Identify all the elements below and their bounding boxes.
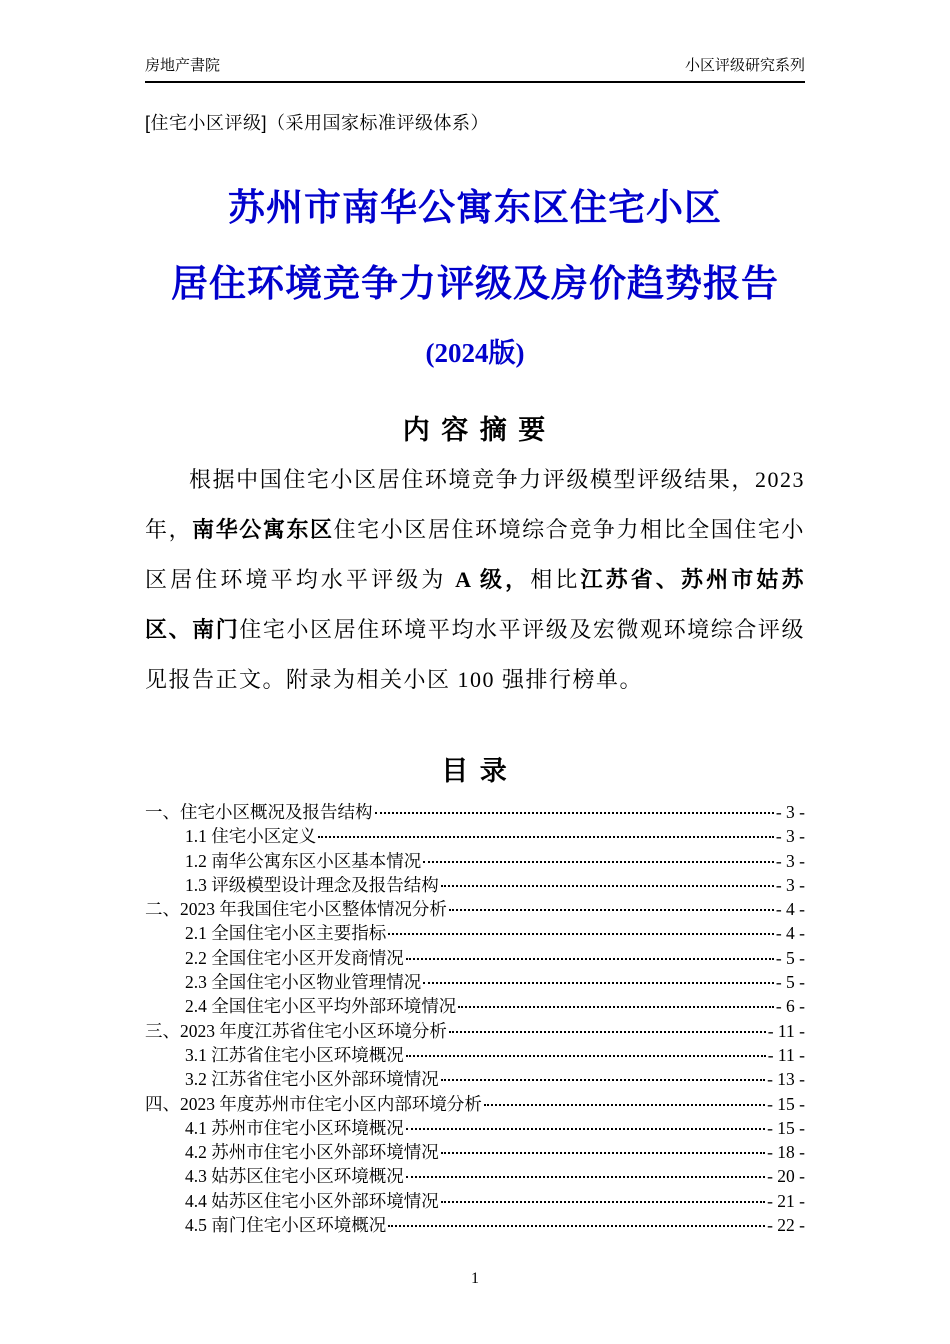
report-title-line1: 苏州市南华公寓东区住宅小区 bbox=[228, 188, 722, 229]
summary-run: 住宅小区居住环境平均水平评级及宏微观环境综合评级见报告正文。附录为相关小区 100 强排行榜单。 bbox=[145, 617, 805, 692]
toc-entry-page: - 6 - bbox=[775, 996, 805, 1017]
toc-entry-page: - 18 - bbox=[767, 1142, 805, 1163]
toc-dot-leader bbox=[441, 885, 774, 887]
toc-entry-label: 三、2023 年度江苏省住宅小区环境分析 bbox=[145, 1020, 447, 1041]
report-version: (2024版) bbox=[425, 338, 525, 368]
toc-entry[interactable] bbox=[145, 1189, 805, 1213]
toc-entry-page: - 15 - bbox=[767, 1093, 805, 1114]
summary-run: 住宅小区居住环境综合竞争力相比全国住宅小区居住环境平均水平评级为 bbox=[145, 517, 805, 592]
rating-system-label: [住宅小区评级]（采用国家标准评级体系） bbox=[145, 113, 490, 133]
summary-run: 根据中国住宅小区居住环境竞争力评级模型评级结果，2023 年， bbox=[145, 467, 805, 542]
toc-dot-leader bbox=[441, 1152, 765, 1154]
toc-entry-page: - 5 - bbox=[775, 947, 805, 968]
toc-entry-label: 1.3 评级模型设计理念及报告结构 bbox=[185, 874, 439, 895]
toc-entry[interactable] bbox=[145, 1140, 805, 1164]
page-number: 1 bbox=[471, 1270, 479, 1287]
toc-entry-label: 一、住宅小区概况及报告结构 bbox=[145, 802, 373, 822]
toc-entry[interactable] bbox=[145, 946, 805, 970]
toc-entry-page: - 21 - bbox=[767, 1190, 805, 1211]
toc-entry[interactable] bbox=[145, 897, 805, 921]
header-brand: 房地产書院 bbox=[145, 57, 221, 74]
toc-entry-page: - 11 - bbox=[767, 1044, 805, 1065]
toc-entry-label: 四、2023 年度苏州市住宅小区内部环境分析 bbox=[145, 1093, 482, 1114]
toc-entry-page: - 5 - bbox=[775, 972, 805, 993]
toc-dot-leader bbox=[388, 1225, 765, 1227]
toc-dot-leader bbox=[423, 982, 774, 984]
summary-bold-run: A 级， bbox=[455, 567, 531, 592]
summary-heading: 内 容 摘 要 bbox=[402, 415, 548, 445]
toc-entry-label: 2.2 全国住宅小区开发商情况 bbox=[185, 947, 404, 968]
toc-entry[interactable] bbox=[145, 921, 805, 945]
toc-entry-page: - 3 - bbox=[775, 874, 805, 895]
toc-dot-leader bbox=[388, 933, 774, 935]
toc-entry-label: 3.2 江苏省住宅小区外部环境情况 bbox=[185, 1069, 439, 1090]
toc-entry[interactable] bbox=[145, 1067, 805, 1091]
toc-dot-leader bbox=[441, 1201, 765, 1203]
toc-entry-page: - 3 - bbox=[775, 850, 805, 871]
toc-entry-page: - 3 - bbox=[775, 802, 805, 822]
report-title-line2: 居住环境竞争力评级及房价趋势报告 bbox=[171, 264, 779, 305]
toc-entry[interactable] bbox=[145, 994, 805, 1018]
toc-list bbox=[145, 800, 805, 1237]
toc-dot-leader bbox=[484, 1104, 765, 1106]
toc-entry-label: 2.3 全国住宅小区物业管理情况 bbox=[185, 972, 422, 993]
toc-entry-page: - 4 - bbox=[775, 899, 805, 920]
toc-entry-page: - 11 - bbox=[767, 1020, 805, 1041]
toc-dot-leader bbox=[406, 1176, 765, 1178]
toc-dot-leader bbox=[406, 1128, 765, 1130]
toc-entry[interactable] bbox=[145, 1043, 805, 1067]
toc-entry-label: 2.1 全国住宅小区主要指标 bbox=[185, 923, 387, 944]
toc-dot-leader bbox=[406, 1055, 766, 1057]
toc-entry[interactable] bbox=[145, 1092, 805, 1116]
toc-entry-page: - 20 - bbox=[767, 1166, 805, 1187]
toc-entry[interactable] bbox=[145, 849, 805, 873]
toc-entry[interactable] bbox=[145, 1116, 805, 1140]
toc-dot-leader bbox=[406, 958, 774, 960]
toc-entry-label: 1.2 南华公寓东区小区基本情况 bbox=[185, 850, 422, 871]
toc-dot-leader bbox=[458, 1006, 774, 1008]
toc-entry-page: - 3 - bbox=[775, 826, 805, 847]
summary-run: 相比 bbox=[530, 567, 581, 592]
toc-dot-leader bbox=[423, 861, 774, 863]
toc-dot-leader bbox=[318, 836, 774, 838]
toc-heading: 目 录 bbox=[441, 756, 509, 786]
toc-entry-label: 4.2 苏州市住宅小区外部环境情况 bbox=[185, 1142, 439, 1163]
toc-dot-leader bbox=[449, 1031, 766, 1033]
toc-entry-label: 二、2023 年我国住宅小区整体情况分析 bbox=[145, 899, 447, 920]
toc-entry[interactable] bbox=[145, 1213, 805, 1237]
toc-entry[interactable] bbox=[145, 1019, 805, 1043]
toc-dot-leader bbox=[441, 1079, 765, 1081]
toc-entry[interactable] bbox=[145, 970, 805, 994]
page-header bbox=[145, 54, 805, 83]
header-series: 小区评级研究系列 bbox=[684, 57, 805, 74]
summary-bold-run: 南华公寓东区 bbox=[192, 517, 334, 542]
toc-entry-page: - 15 - bbox=[767, 1117, 805, 1138]
toc-dot-leader bbox=[449, 909, 774, 911]
toc-entry-label: 3.1 江苏省住宅小区环境概况 bbox=[185, 1044, 404, 1065]
toc-entry[interactable] bbox=[145, 873, 805, 897]
toc-entry-label: 4.4 姑苏区住宅小区外部环境情况 bbox=[185, 1190, 439, 1211]
toc-entry-page: - 13 - bbox=[767, 1069, 805, 1090]
toc-entry[interactable] bbox=[145, 1164, 805, 1188]
toc-dot-leader bbox=[375, 812, 774, 814]
toc-entry-label: 1.1 住宅小区定义 bbox=[185, 826, 317, 847]
toc-entry-label: 4.1 苏州市住宅小区环境概况 bbox=[185, 1117, 404, 1138]
summary-paragraph bbox=[145, 455, 805, 705]
toc-entry-page: - 4 - bbox=[775, 923, 805, 944]
summary-bold-run: 江苏省、苏州市姑苏区、南门 bbox=[145, 567, 805, 642]
toc-entry-page: - 22 - bbox=[767, 1215, 805, 1236]
toc-entry-label: 4.5 南门住宅小区环境概况 bbox=[185, 1215, 387, 1236]
toc-entry[interactable] bbox=[145, 824, 805, 848]
toc-entry[interactable] bbox=[145, 800, 805, 824]
toc-entry-label: 4.3 姑苏区住宅小区环境概况 bbox=[185, 1166, 404, 1187]
toc-entry-label: 2.4 全国住宅小区平均外部环境情况 bbox=[185, 996, 457, 1017]
